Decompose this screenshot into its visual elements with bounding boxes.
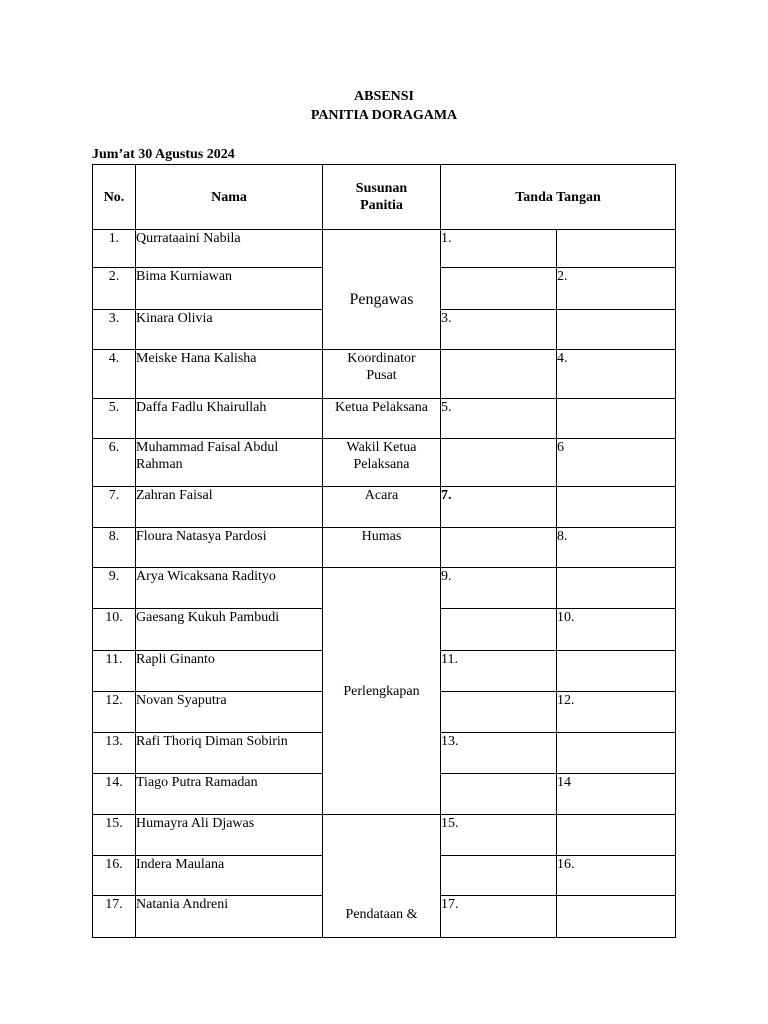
signature-cell-right: 10. [557, 609, 676, 651]
signature-cell-right [557, 310, 676, 350]
signature-cell-left [441, 268, 557, 310]
header-susunan-panitia-label: Susunan Panitia [355, 181, 408, 213]
signature-cell-left: 9. [441, 568, 557, 609]
row-number: 7. [93, 487, 136, 528]
name-cell: Indera Maulana [136, 856, 323, 896]
row-number: 12. [93, 692, 136, 733]
role-cell: Acara [323, 487, 441, 528]
role-cell: Humas [323, 528, 441, 568]
signature-cell-right: 12. [557, 692, 676, 733]
name-cell: Meiske Hana Kalisha [136, 350, 323, 399]
document-title: ABSENSI [354, 89, 414, 104]
signature-cell-left [441, 609, 557, 651]
signature-cell-left: 7. [441, 487, 557, 528]
table-header-row [93, 165, 676, 230]
signature-cell-left [441, 350, 557, 399]
row-number: 10. [93, 609, 136, 651]
signature-cell-right: 2. [557, 268, 676, 310]
attendance-table [92, 164, 676, 938]
signature-cell-right: 8. [557, 528, 676, 568]
row-number: 8. [93, 528, 136, 568]
role-cell [323, 350, 441, 399]
role-cell: Perlengkapan [323, 568, 441, 815]
row-number: 2. [93, 268, 136, 310]
table-row [93, 439, 676, 487]
signature-cell-right [557, 733, 676, 774]
row-number: 5. [93, 399, 136, 439]
row-number: 11. [93, 651, 136, 692]
role-label: Koordinator Pusat [347, 351, 416, 383]
table-row [93, 487, 676, 528]
signature-cell-left: 5. [441, 399, 557, 439]
row-number: 9. [93, 568, 136, 609]
name-cell: Novan Syaputra [136, 692, 323, 733]
signature-cell-right [557, 230, 676, 268]
role-label: Wakil Ketua Pelaksana [346, 440, 417, 472]
name-cell: Zahran Faisal [136, 487, 323, 528]
name-cell: Rafi Thoriq Diman Sobirin [136, 733, 323, 774]
row-number: 15. [93, 815, 136, 856]
row-number: 3. [93, 310, 136, 350]
header-susunan-panitia [323, 165, 441, 230]
role-cell: Pengawas [323, 230, 441, 350]
signature-cell-left [441, 439, 557, 487]
signature-cell-left [441, 856, 557, 896]
table-row [93, 528, 676, 568]
row-number: 13. [93, 733, 136, 774]
signature-cell-right [557, 896, 676, 938]
signature-cell-left: 11. [441, 651, 557, 692]
table-row [93, 350, 676, 399]
name-cell: Kinara Olivia [136, 310, 323, 350]
signature-cell-right [557, 651, 676, 692]
name-cell: Gaesang Kukuh Pambudi [136, 609, 323, 651]
name-cell: Arya Wicaksana Radityo [136, 568, 323, 609]
signature-cell-right [557, 399, 676, 439]
signature-cell-right: 4. [557, 350, 676, 399]
signature-cell-right: 14 [557, 774, 676, 815]
row-number: 1. [93, 230, 136, 268]
name-cell: Humayra Ali Djawas [136, 815, 323, 856]
document-date: Jum’at 30 Agustus 2024 [92, 147, 235, 162]
row-number: 16. [93, 856, 136, 896]
signature-cell-left: 13. [441, 733, 557, 774]
signature-cell-left [441, 774, 557, 815]
document-subtitle: PANITIA DORAGAMA [310, 108, 458, 123]
name-cell: Qurrataaini Nabila [136, 230, 323, 268]
signature-cell-right: 6 [557, 439, 676, 487]
header-nama: Nama [136, 165, 323, 230]
row-number: 6. [93, 439, 136, 487]
table-row [93, 815, 676, 856]
signature-cell-left [441, 692, 557, 733]
row-number: 4. [93, 350, 136, 399]
table-row [93, 399, 676, 439]
role-cell [323, 439, 441, 487]
table-row [93, 230, 676, 268]
header-tanda-tangan: Tanda Tangan [441, 165, 676, 230]
name-cell: Natania Andreni [136, 896, 323, 938]
role-cell [323, 399, 441, 439]
row-number: 14. [93, 774, 136, 815]
header-no: No. [93, 165, 136, 230]
name-cell: Rapli Ginanto [136, 651, 323, 692]
signature-cell-left: 1. [441, 230, 557, 268]
role-label: Ketua Pelaksana [335, 400, 428, 415]
name-cell: Floura Natasya Pardosi [136, 528, 323, 568]
signature-cell-left: 3. [441, 310, 557, 350]
table-row [93, 568, 676, 609]
name-cell: Tiago Putra Ramadan [136, 774, 323, 815]
role-cell: Pendataan & [323, 815, 441, 938]
signature-cell-right [557, 568, 676, 609]
name-cell: Bima Kurniawan [136, 268, 323, 310]
name-cell: Muhammad Faisal Abdul Rahman [136, 439, 323, 487]
signature-cell-right [557, 487, 676, 528]
signature-cell-left [441, 528, 557, 568]
signature-cell-left: 15. [441, 815, 557, 856]
signature-cell-right [557, 815, 676, 856]
signature-cell-left: 17. [441, 896, 557, 938]
name-cell: Daffa Fadlu Khairullah [136, 399, 323, 439]
row-number: 17. [93, 896, 136, 938]
signature-cell-right: 16. [557, 856, 676, 896]
